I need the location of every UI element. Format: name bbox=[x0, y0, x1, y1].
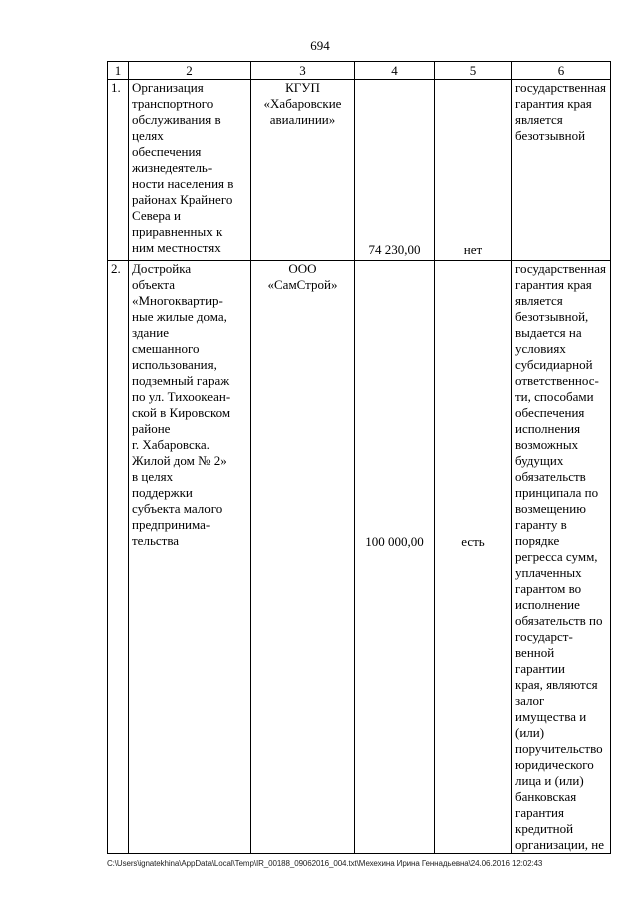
cell-text-line: поддержки bbox=[132, 485, 193, 500]
cell-text-line: обеспечения bbox=[132, 144, 202, 159]
regress-value: нет bbox=[463, 242, 483, 257]
regress-value: есть bbox=[461, 534, 485, 549]
row-number: 2. bbox=[108, 261, 129, 854]
cell-text-line: гарантом во bbox=[515, 581, 582, 596]
page-number: 694 bbox=[310, 38, 330, 53]
cell-text-line: по ул. Тихоокеан- bbox=[132, 389, 231, 404]
principal-cell bbox=[251, 80, 355, 261]
cell-text-line: исполнения bbox=[515, 421, 581, 436]
cell-text-line: ской в Кировском bbox=[132, 405, 231, 420]
cell-text-line: Достройка bbox=[132, 261, 192, 276]
cell-text-line: объекта bbox=[132, 277, 176, 292]
cell-text-line: обязательств по bbox=[515, 613, 603, 628]
cell-text-line: кредитной bbox=[515, 821, 574, 836]
cell-text-line: обеспечения bbox=[515, 405, 585, 420]
cell-text-line: «СамСтрой» bbox=[267, 277, 338, 292]
cell-text-line: организации, не bbox=[515, 837, 605, 852]
regress-cell bbox=[435, 261, 512, 854]
cell-text-line: ные жилые дома, bbox=[132, 309, 227, 324]
cell-text-line: субсидиарной bbox=[515, 357, 593, 372]
cell-text-line: гарантия края bbox=[515, 96, 592, 111]
cell-text-line: Севера и bbox=[132, 208, 181, 223]
conditions-cell bbox=[512, 80, 611, 261]
cell-text-line: подземный гараж bbox=[132, 373, 230, 388]
column-header: 3 bbox=[251, 62, 355, 80]
cell-text-line: обслуживания в bbox=[132, 112, 221, 127]
column-header: 4 bbox=[355, 62, 435, 80]
cell-text-line: «Многоквартир- bbox=[132, 293, 223, 308]
guarantees-table bbox=[107, 61, 611, 854]
cell-text-line: транспортного bbox=[132, 96, 214, 111]
cell-text-line: государст- bbox=[515, 629, 573, 644]
cell-text-line: жизнедеятель- bbox=[132, 160, 213, 175]
column-header: 5 bbox=[435, 62, 512, 80]
cell-text-line: банковская bbox=[515, 789, 577, 804]
cell-text-line: залог bbox=[515, 693, 545, 708]
amount-cell bbox=[355, 261, 435, 854]
cell-text-line: исполнение bbox=[515, 597, 580, 612]
cell-text-line: возможных bbox=[515, 437, 579, 452]
cell-text-line: целях bbox=[132, 128, 164, 143]
amount-value: 100 000,00 bbox=[365, 534, 424, 549]
purpose-cell bbox=[129, 261, 251, 854]
cell-text-line: смешанного bbox=[132, 341, 200, 356]
cell-text-line: безотзывной, bbox=[515, 309, 589, 324]
cell-text-line: районах Крайнего bbox=[132, 192, 233, 207]
cell-text-line: авиалинии» bbox=[269, 112, 336, 127]
cell-text-line: безотзывной bbox=[515, 128, 586, 143]
cell-text-line: юридического bbox=[515, 757, 594, 772]
cell-text-line: Организация bbox=[132, 80, 204, 95]
cell-text-line: края, являются bbox=[515, 677, 598, 692]
cell-text-line: регресса сумм, bbox=[515, 549, 598, 564]
amount-value: 74 230,00 bbox=[368, 242, 421, 257]
cell-text-line: гарантия края bbox=[515, 277, 592, 292]
cell-text-line: предпринима- bbox=[132, 517, 211, 532]
row-number: 1. bbox=[108, 80, 129, 261]
cell-text-line: возмещению bbox=[515, 501, 586, 516]
table-row bbox=[108, 261, 611, 854]
cell-text-line: принципала по bbox=[515, 485, 599, 500]
cell-text-line: ООО bbox=[288, 261, 317, 276]
cell-text-line: приравненных к bbox=[132, 224, 223, 239]
conditions-cell bbox=[512, 261, 611, 854]
cell-text-line: государственная bbox=[515, 80, 606, 95]
purpose-cell bbox=[129, 80, 251, 261]
cell-text-line: имущества и bbox=[515, 709, 587, 724]
cell-text-line: в целях bbox=[132, 469, 174, 484]
cell-text-line: ности населения в bbox=[132, 176, 234, 191]
cell-text-line: уплаченных bbox=[515, 565, 582, 580]
cell-text-line: ответственнос- bbox=[515, 373, 599, 388]
cell-text-line: обязательств bbox=[515, 469, 586, 484]
cell-text-line: тельства bbox=[132, 533, 180, 548]
amount-cell bbox=[355, 80, 435, 261]
cell-text-line: гаранту в bbox=[515, 517, 567, 532]
table-header-row bbox=[108, 62, 611, 80]
footer-file-path: C:\Users\ignatekhina\AppData\Local\Temp\IR_00188_09062016_004.txt\Мехехина Ирина Геннадьевна\24.06.2016 12:02:43 bbox=[107, 859, 543, 868]
cell-text-line: КГУП bbox=[285, 80, 320, 95]
column-header: 6 bbox=[512, 62, 611, 80]
cell-text-line: ним местностях bbox=[132, 240, 221, 255]
cell-text-line: лица и (или) bbox=[515, 773, 584, 788]
cell-text-line: условиях bbox=[515, 341, 566, 356]
cell-text-line: Жилой дом № 2» bbox=[132, 453, 227, 468]
cell-text-line: государственная bbox=[515, 261, 606, 276]
cell-text-line: г. Хабаровска. bbox=[132, 437, 210, 452]
cell-text-line: венной гарантии bbox=[515, 645, 565, 676]
cell-text-line: является bbox=[515, 293, 563, 308]
cell-text-line: является bbox=[515, 112, 563, 127]
cell-text-line: использования, bbox=[132, 357, 217, 372]
cell-text-line: здание bbox=[132, 325, 169, 340]
cell-text-line: гарантия bbox=[515, 805, 564, 820]
cell-text-line: субъекта малого bbox=[132, 501, 223, 516]
cell-text-line: поручительство bbox=[515, 741, 603, 756]
cell-text-line: порядке bbox=[515, 533, 560, 548]
cell-text-line: ти, способами bbox=[515, 389, 594, 404]
regress-cell bbox=[435, 80, 512, 261]
principal-cell bbox=[251, 261, 355, 854]
cell-text-line: будущих bbox=[515, 453, 564, 468]
table-row bbox=[108, 80, 611, 261]
cell-text-line: «Хабаровские bbox=[263, 96, 342, 111]
cell-text-line: выдается на bbox=[515, 325, 582, 340]
cell-text-line: (или) bbox=[515, 725, 545, 740]
cell-text-line: районе bbox=[132, 421, 171, 436]
column-header: 1 bbox=[108, 62, 129, 80]
column-header: 2 bbox=[129, 62, 251, 80]
